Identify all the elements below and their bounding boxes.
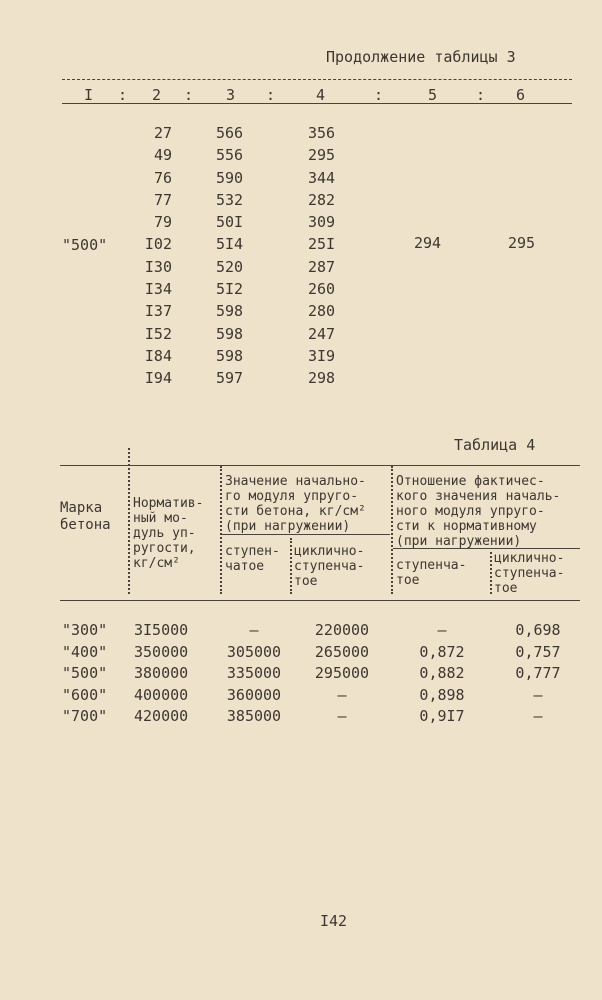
table-cell: 0,9I7 bbox=[419, 707, 465, 725]
table-cell: 598 bbox=[216, 324, 244, 343]
colnum-sep: : bbox=[476, 86, 486, 104]
table3-header-rule bbox=[62, 103, 572, 104]
table-cell: – bbox=[249, 621, 259, 639]
table-cell: 520 bbox=[216, 257, 244, 276]
table3-top-rule bbox=[62, 79, 572, 80]
colnum-3: 3 bbox=[226, 86, 236, 104]
table4-header-ratio-group bbox=[396, 474, 560, 549]
header-line: Норматив- bbox=[133, 496, 204, 511]
table-cell: 380000 bbox=[134, 664, 189, 682]
table4-header-rule bbox=[60, 600, 580, 601]
header-line: ного модуля упруго- bbox=[396, 504, 545, 519]
table-cell: 335000 bbox=[226, 664, 282, 682]
table3-column-4 bbox=[308, 122, 335, 390]
colnum-2: 2 bbox=[152, 86, 162, 104]
table-cell: 532 bbox=[216, 190, 244, 209]
table-cell: "400" bbox=[62, 642, 108, 661]
table-cell: 350000 bbox=[134, 642, 189, 661]
table-cell: 400000 bbox=[134, 685, 189, 704]
table4-header-grade bbox=[60, 500, 111, 534]
table4-header-cyclic-a bbox=[294, 544, 364, 589]
table4-column-initial-step bbox=[220, 620, 288, 728]
table-cell: 556 bbox=[216, 146, 244, 165]
header-line: ступенча- bbox=[396, 558, 467, 573]
column-divider bbox=[128, 448, 130, 594]
page-number: I42 bbox=[320, 912, 348, 930]
table4-header-stepwise-a bbox=[225, 544, 280, 574]
table-cell: 3I9 bbox=[308, 346, 336, 365]
table-cell: 420000 bbox=[134, 707, 189, 725]
table-cell: 77 bbox=[153, 190, 172, 209]
table-cell: 287 bbox=[308, 257, 336, 276]
table-cell: "700" bbox=[62, 707, 108, 725]
header-line: ный мо- bbox=[133, 511, 188, 526]
table-cell: I02 bbox=[144, 235, 172, 254]
colnum-4: 4 bbox=[316, 86, 326, 104]
column-divider bbox=[220, 466, 222, 594]
header-line: тое bbox=[294, 574, 318, 589]
header-line: ступен- bbox=[225, 544, 280, 559]
header-line: тое bbox=[396, 573, 420, 588]
table-cell: 79 bbox=[153, 213, 172, 232]
table-cell: 305000 bbox=[226, 642, 282, 661]
table4-header-cyclic-b bbox=[494, 551, 564, 596]
table3-column-2 bbox=[130, 122, 172, 390]
colnum-6: 6 bbox=[516, 86, 526, 104]
table-cell: 0,698 bbox=[515, 621, 561, 639]
table-cell: – bbox=[337, 707, 347, 725]
table-cell: 247 bbox=[308, 324, 336, 343]
table3-col5-value: 294 bbox=[414, 234, 442, 252]
header-line: Значение начально- bbox=[225, 474, 366, 489]
header-line: циклично- bbox=[294, 544, 365, 559]
ratio-group-underline bbox=[393, 548, 580, 549]
header-line: дуль уп- bbox=[133, 526, 196, 541]
table-cell: I94 bbox=[144, 369, 172, 388]
table-cell: 0,757 bbox=[515, 642, 561, 661]
table-cell: 0,898 bbox=[419, 685, 465, 704]
table-cell: 309 bbox=[308, 213, 336, 232]
table-cell: 50I bbox=[216, 213, 244, 232]
table-cell: – bbox=[533, 707, 543, 725]
table-cell: 282 bbox=[308, 190, 336, 209]
table-cell: 356 bbox=[308, 124, 336, 142]
table-cell: I84 bbox=[144, 346, 172, 365]
header-line: ступенча- bbox=[494, 566, 565, 581]
colnum-sep: : bbox=[266, 86, 276, 104]
table4-header-normative bbox=[133, 496, 203, 571]
header-line: го модуля упруго- bbox=[225, 489, 359, 504]
table-cell: 27 bbox=[153, 124, 172, 142]
table-cell: 0,882 bbox=[419, 664, 465, 682]
table-cell: I37 bbox=[144, 302, 172, 321]
table-cell: 597 bbox=[216, 369, 244, 388]
table-cell: 5I2 bbox=[216, 280, 244, 299]
header-line: ступенча- bbox=[294, 559, 365, 574]
header-line: циклично- bbox=[494, 551, 565, 566]
header-line: сти бетона, кг/см² bbox=[225, 504, 366, 519]
table4-column-grade bbox=[62, 620, 107, 728]
column-divider bbox=[391, 466, 393, 594]
table3-column-3 bbox=[216, 122, 243, 390]
table-cell: 3I5000 bbox=[134, 621, 189, 639]
table-cell: 220000 bbox=[314, 621, 370, 639]
table-cell: I30 bbox=[144, 257, 172, 276]
table-cell: 0,872 bbox=[419, 642, 465, 661]
table4-top-rule bbox=[60, 465, 580, 466]
colnum-5: 5 bbox=[428, 86, 438, 104]
table-cell: 76 bbox=[153, 168, 172, 187]
header-line: ругости, bbox=[133, 541, 196, 556]
table4-column-ratio-step bbox=[404, 620, 480, 728]
table4-header-initial-group bbox=[225, 474, 366, 534]
table-cell: I52 bbox=[144, 324, 172, 343]
table4-column-initial-cyclic bbox=[308, 620, 376, 728]
table4-column-normative bbox=[134, 620, 188, 728]
table4-title: Таблица 4 bbox=[454, 436, 536, 454]
table-cell: 49 bbox=[153, 146, 172, 165]
table-cell: I34 bbox=[144, 280, 172, 299]
table-cell: 360000 bbox=[226, 685, 282, 704]
table-cell: 590 bbox=[216, 168, 244, 187]
table-cell: – bbox=[533, 685, 543, 704]
table4-header-stepwise-b bbox=[396, 558, 466, 588]
column-divider bbox=[490, 552, 492, 594]
table4-column-ratio-cyclic bbox=[500, 620, 576, 728]
table-cell: 295 bbox=[308, 146, 336, 165]
header-line: (при нагружении) bbox=[225, 519, 351, 534]
table-cell: 598 bbox=[216, 302, 244, 321]
table-cell: 260 bbox=[308, 280, 336, 299]
table-cell: "600" bbox=[62, 685, 108, 704]
table-cell: – bbox=[337, 685, 347, 704]
header-line: сти к нормативному bbox=[396, 519, 537, 534]
colnum-1: I bbox=[84, 86, 94, 104]
header-line: тое bbox=[494, 581, 518, 596]
table-cell: 598 bbox=[216, 346, 244, 365]
header-line: (при нагружении) bbox=[396, 534, 522, 549]
column-divider bbox=[290, 538, 292, 594]
initial-group-underline bbox=[222, 534, 390, 535]
header-line: кг/см² bbox=[133, 556, 180, 571]
colnum-sep: : bbox=[118, 86, 128, 104]
table-cell: 265000 bbox=[314, 642, 370, 661]
table-cell: 385000 bbox=[226, 707, 282, 725]
table3-col6-value: 295 bbox=[508, 234, 536, 252]
header-line: Отношение фактичес- bbox=[396, 474, 545, 489]
header-line: Марка bbox=[60, 500, 103, 516]
table-cell: – bbox=[437, 621, 447, 639]
table-cell: 298 bbox=[308, 369, 336, 388]
table-cell: 295000 bbox=[314, 664, 370, 682]
table-cell: 566 bbox=[216, 124, 244, 142]
table-cell: 5I4 bbox=[216, 235, 244, 254]
header-line: бетона bbox=[60, 517, 111, 533]
colnum-sep: : bbox=[374, 86, 384, 104]
table-cell: 280 bbox=[308, 302, 336, 321]
table-cell: "500" bbox=[62, 664, 108, 682]
header-line: чатое bbox=[225, 559, 265, 574]
table3-grade: "500" bbox=[62, 236, 108, 254]
table-cell: 25I bbox=[308, 235, 336, 254]
table-cell: 344 bbox=[308, 168, 336, 187]
colnum-sep: : bbox=[184, 86, 194, 104]
continuation-title: Продолжение таблицы 3 bbox=[326, 48, 516, 66]
header-line: кого значения началь- bbox=[396, 489, 561, 504]
table-cell: 0,777 bbox=[515, 664, 561, 682]
table-cell: "300" bbox=[62, 621, 108, 639]
